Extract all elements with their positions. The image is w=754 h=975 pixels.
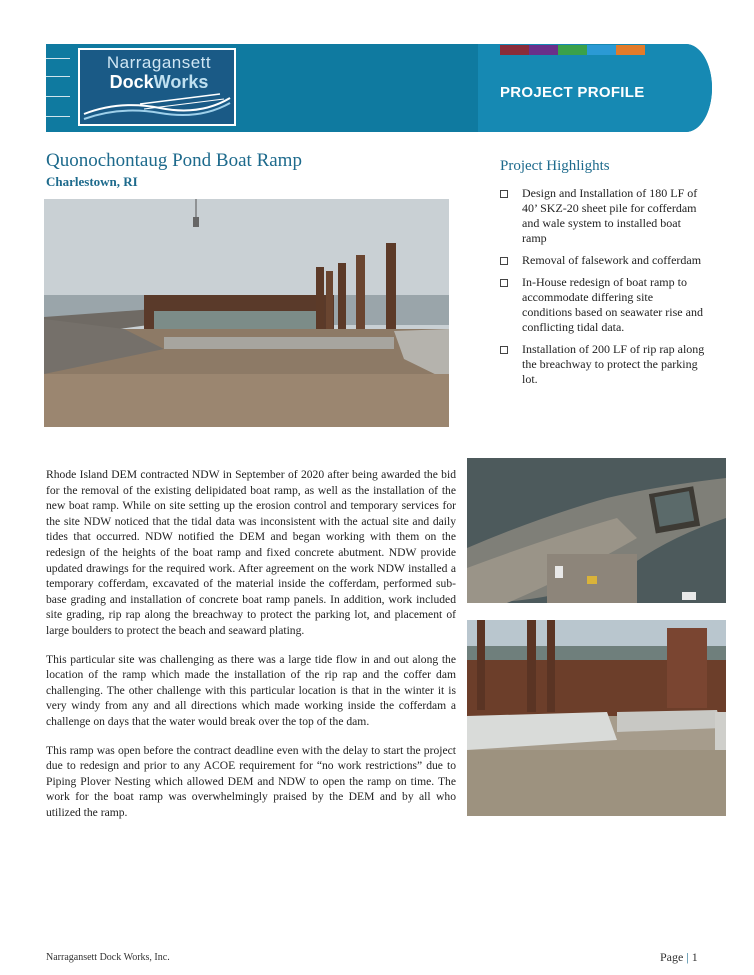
strip-color-4 (587, 45, 616, 55)
checkbox-bullet-icon (500, 279, 508, 287)
logo-word-dock: Dock (109, 72, 154, 92)
cofferdam-photo (44, 199, 449, 427)
checkbox-bullet-icon (500, 346, 508, 354)
page-label: Page (660, 950, 684, 964)
strip-color-3 (558, 45, 587, 55)
banner-line (46, 116, 70, 117)
logo-waves-icon (80, 90, 234, 124)
strip-color-2 (529, 45, 558, 55)
body-paragraph: This ramp was open before the contract deadline even with the delay to start the project due to redesign and prior to any ACOE requirement for “no work restrictions” due to Piping Plover Nesting which allowed DEM and NDW to open the ramp on time. The work for the boat ramp was overwhelmingly praised by the DEM and by all who utilized the ramp. (46, 743, 456, 819)
company-logo (78, 48, 236, 126)
section-label: PROJECT PROFILE (500, 84, 645, 101)
highlight-item: Design and Installation of 180 LF of 40’ SKZ-20 sheet pile for cofferdam and wale system to installed boat ramp (500, 186, 705, 246)
banner-line (46, 76, 70, 77)
strip-color-5 (616, 45, 645, 55)
highlights-heading: Project Highlights (500, 158, 610, 174)
highlights-list (500, 186, 705, 394)
footer-company: Narragansett Dock Works, Inc. (46, 952, 170, 963)
highlight-item: In-House redesign of boat ramp to accommodate differing site conditions based on seawater rise and conflicting tidal data. (500, 275, 705, 335)
color-strip (500, 45, 645, 55)
body-paragraph: Rhode Island DEM contracted NDW in September of 2020 after being awarded the bid for the removal of the existing delipidated boat ramp, as well as the installation of the new boat ramp. While on site setting up the erosion control and temporary services for the site NDW noticed that the tidal data was inconsistent with the actual site and daily tides that occurred. NDW notified the DEM and began working with them on the redesign of the heights of the boat ramp and fixed concrete abutment. NDW provide updated drawings for the required work. After agreement on the work NDW installed a temporary cofferdam, excavated of the material inside the cofferdam, performed sub-base grading and installation of concrete boat ramp panels. In addition, work included site grading, rip rap along the breachway to protect the parking lot, and placement of large boulders to protect the beach and seaward plating. (46, 468, 456, 637)
aerial-photo (467, 458, 726, 603)
body-paragraph: This particular site was challenging as there was a large tide flow in and out along the location of the ramp which made the installation of the rip rap and the coffer dam challenging. The other challenge with this particular location is that in the winter it is very windy from any and all directions which made working inside the cofferdam a challenge on days that the water would break over the top of the dam. (46, 652, 456, 728)
project-title: Quonochontaug Pond Boat Ramp (46, 150, 302, 171)
page-number-value: 1 (691, 950, 698, 964)
banner-line (46, 58, 70, 59)
strip-color-1 (500, 45, 529, 55)
page-separator: | (686, 950, 689, 964)
highlight-item: Installation of 200 LF of rip rap along the breachway to protect the parking lot. (500, 342, 705, 387)
highlight-item: Removal of falsework and cofferdam (500, 253, 705, 268)
body-text (46, 467, 456, 833)
logo-line1: Narragansett (106, 53, 212, 72)
logo-word-works: Works (153, 72, 209, 92)
page-number (660, 950, 698, 965)
checkbox-bullet-icon (500, 257, 508, 265)
banner-line (46, 96, 70, 97)
project-location: Charlestown, RI (46, 174, 138, 189)
ramp-photo (467, 620, 726, 816)
checkbox-bullet-icon (500, 190, 508, 198)
